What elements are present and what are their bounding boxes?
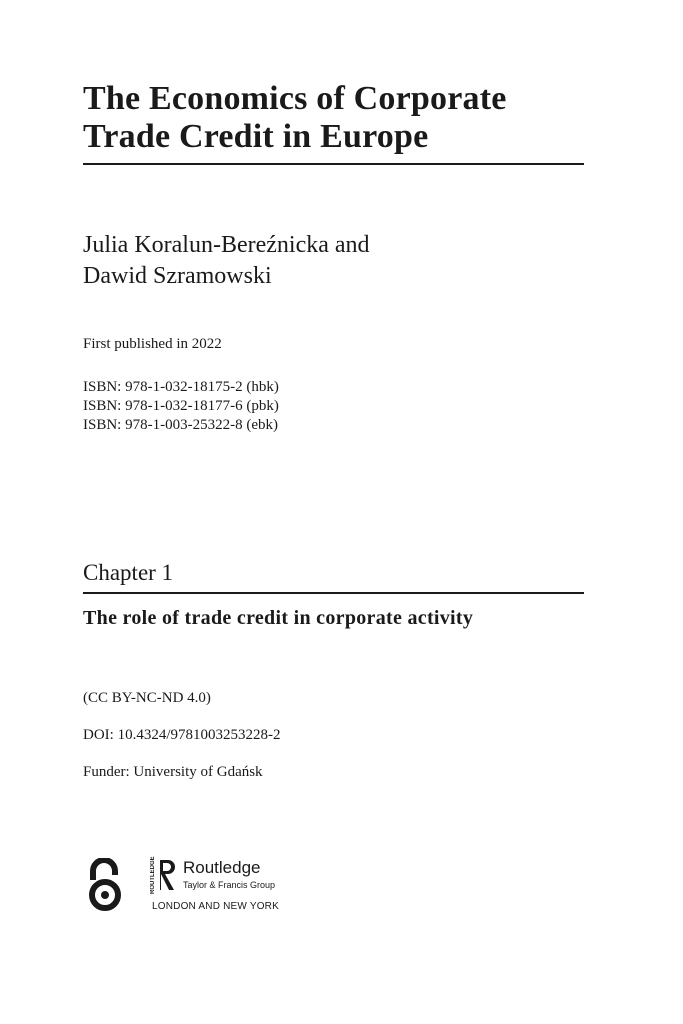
isbn-ebk: ISBN: 978-1-003-25322-8 (ebk) bbox=[83, 417, 278, 433]
isbn-pbk: ISBN: 978-1-032-18177-6 (pbk) bbox=[83, 398, 279, 414]
author-line-2: Dawid Szramowski bbox=[83, 263, 272, 289]
book-title-line-1: The Economics of Corporate bbox=[83, 80, 507, 117]
publisher-logo bbox=[150, 856, 310, 916]
funder-note: Funder: University of Gdańsk bbox=[83, 764, 263, 780]
open-access-icon bbox=[84, 858, 126, 912]
publisher-group: Taylor & Francis Group bbox=[183, 880, 276, 890]
isbn-hbk: ISBN: 978-1-032-18175-2 (hbk) bbox=[83, 379, 279, 395]
publisher-vertical-text: ROUTLEDGE bbox=[150, 856, 156, 894]
doi-note: DOI: 10.4324/9781003253228-2 bbox=[83, 727, 281, 743]
book-title-line-2: Trade Credit in Europe bbox=[83, 118, 429, 155]
isbn-list bbox=[83, 378, 279, 435]
routledge-r-icon bbox=[150, 856, 178, 896]
chapter-title: The role of trade credit in corporate activity bbox=[83, 607, 474, 629]
first-published-note: First published in 2022 bbox=[83, 336, 222, 352]
authors bbox=[83, 230, 370, 292]
license-note: (CC BY-NC-ND 4.0) bbox=[83, 690, 211, 706]
chapter-divider bbox=[83, 592, 584, 594]
publisher-cities: LONDON AND NEW YORK bbox=[152, 901, 279, 912]
publisher-name: Routledge bbox=[183, 858, 261, 877]
book-title bbox=[83, 80, 603, 156]
title-divider bbox=[83, 163, 584, 165]
chapter-label: Chapter 1 bbox=[83, 560, 174, 585]
author-line-1: Julia Koralun-Bereźnicka and bbox=[83, 232, 370, 258]
